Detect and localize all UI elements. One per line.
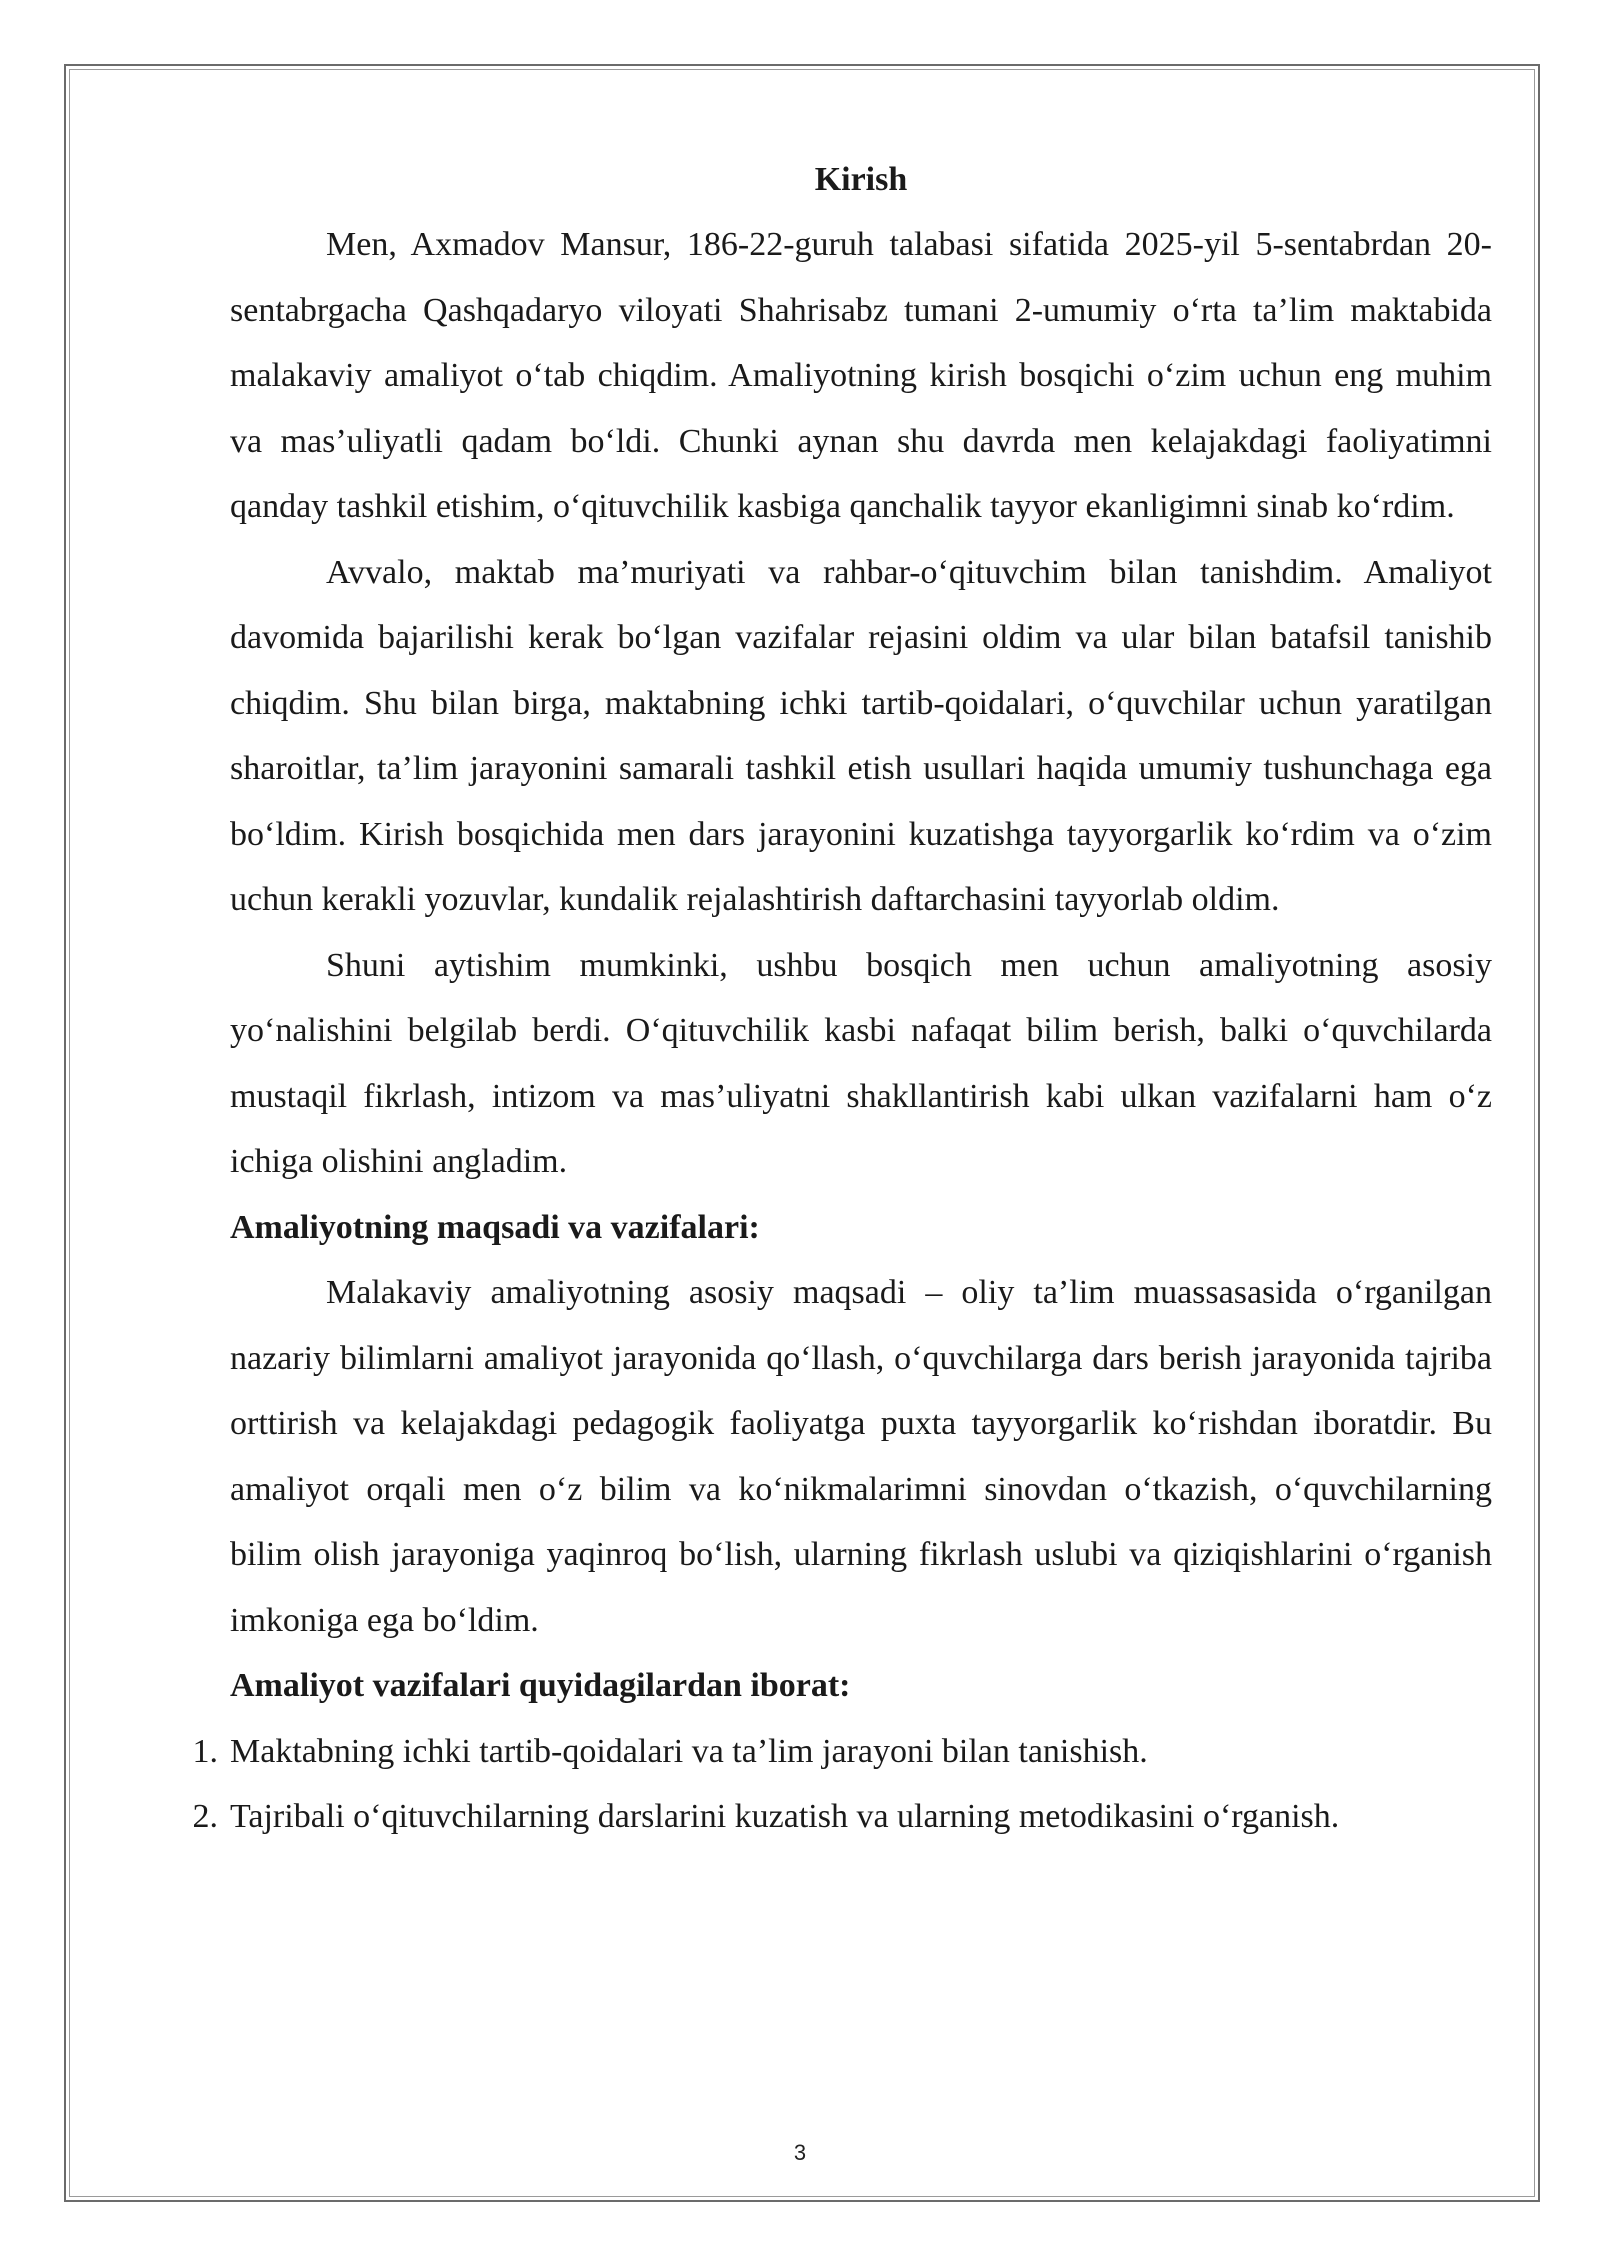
document-title: Kirish	[814, 161, 908, 198]
intro-paragraph-2: Avvalo, maktab ma’muriyati va rahbar-o‘qituvchim bilan tanishdim. Amaliyot davomida bajarilishi kerak bo‘lgan vazifalar rejasini oldim va ular bilan batafsil tanishib chiqdim. Shu bilan birga, maktabning ichki tartib-qoidalari, o‘quvchilar uchun yaratilgan sharoitlar, ta’lim jarayonini samarali tashkil etish usullari haqida umumiy tushunchaga ega bo‘ldim. Kirish bosqichida men dars jarayonini kuzatishga tayyorgarlik ko‘rdim va o‘zim uchun kerakli yozuvlar, kundalik rejalashtirish daftarchasini tayyorlab oldim.	[230, 553, 1492, 918]
list-item	[192, 1784, 1492, 1850]
list-item-number: 1.	[192, 1732, 218, 1770]
tasks-heading: Amaliyot vazifalari quyidagilardan iborat:	[230, 1667, 851, 1704]
page-number: 3	[793, 2140, 807, 2165]
tasks-list	[192, 1719, 1492, 1850]
list-item-text: Maktabning ichki tartib-qoidalari va ta’lim jarayoni bilan tanishish.	[230, 1732, 1148, 1770]
document-body	[192, 148, 1492, 1850]
intro-paragraph-3: Shuni aytishim mumkinki, ushbu bosqich men uchun amaliyotning asosiy yo‘nalishini belgilab berdi. O‘qituvchilik kasbi nafaqat bilim berish, balki o‘quvchilarda mustaqil fikrlash, intizom va mas’uliyatni shakllantirish kabi ulkan vazifalarni ham o‘z ichiga olishini angladim.	[230, 946, 1492, 1180]
intro-paragraph-1: Men, Axmadov Mansur, 186-22-guruh talabasi sifatida 2025-yil 5-sentabrdan 20-sentabrgacha Qashqadaryo viloyati Shahrisabz tumani 2-umumiy o‘rta ta’lim maktabida malakaviy amaliyot o‘tab chiqdim. Amaliyotning kirish bosqichi o‘zim uchun eng muhim va mas’uliyatli qadam bo‘ldi. Chunki aynan shu davrda men kelajakdagi faoliyatimni qanday tashkil etishim, o‘qituvchilik kasbiga qanchalik tayyor ekanligimni sinab ko‘rdim.	[230, 226, 1492, 525]
list-item	[192, 1719, 1492, 1785]
list-item-text: Tajribali o‘qituvchilarning darslarini kuzatish va ularning metodikasini o‘rganish.	[230, 1798, 1340, 1835]
goals-paragraph: Malakaviy amaliyotning asosiy maqsadi – oliy ta’lim muassasasida o‘rganilgan nazariy bilimlarni amaliyot jarayonida qo‘llash, o‘quvchilarga dars berish jarayonida tajriba orttirish va kelajakdagi pedagogik faoliyatga puxta tayyorgarlik ko‘rishdan iboratdir. Bu amaliyot orqali men o‘z bilim va ko‘nikmalarimni sinovdan o‘tkazish, o‘quvchilarning bilim olish jarayoniga yaqinroq bo‘lish, ularning fikrlash uslubi va qiziqishlarini o‘rganish imkoniga ega bo‘ldim.	[230, 1274, 1492, 1639]
list-item-number: 2.	[192, 1798, 218, 1835]
goals-heading: Amaliyotning maqsadi va vazifalari:	[230, 1208, 760, 1246]
